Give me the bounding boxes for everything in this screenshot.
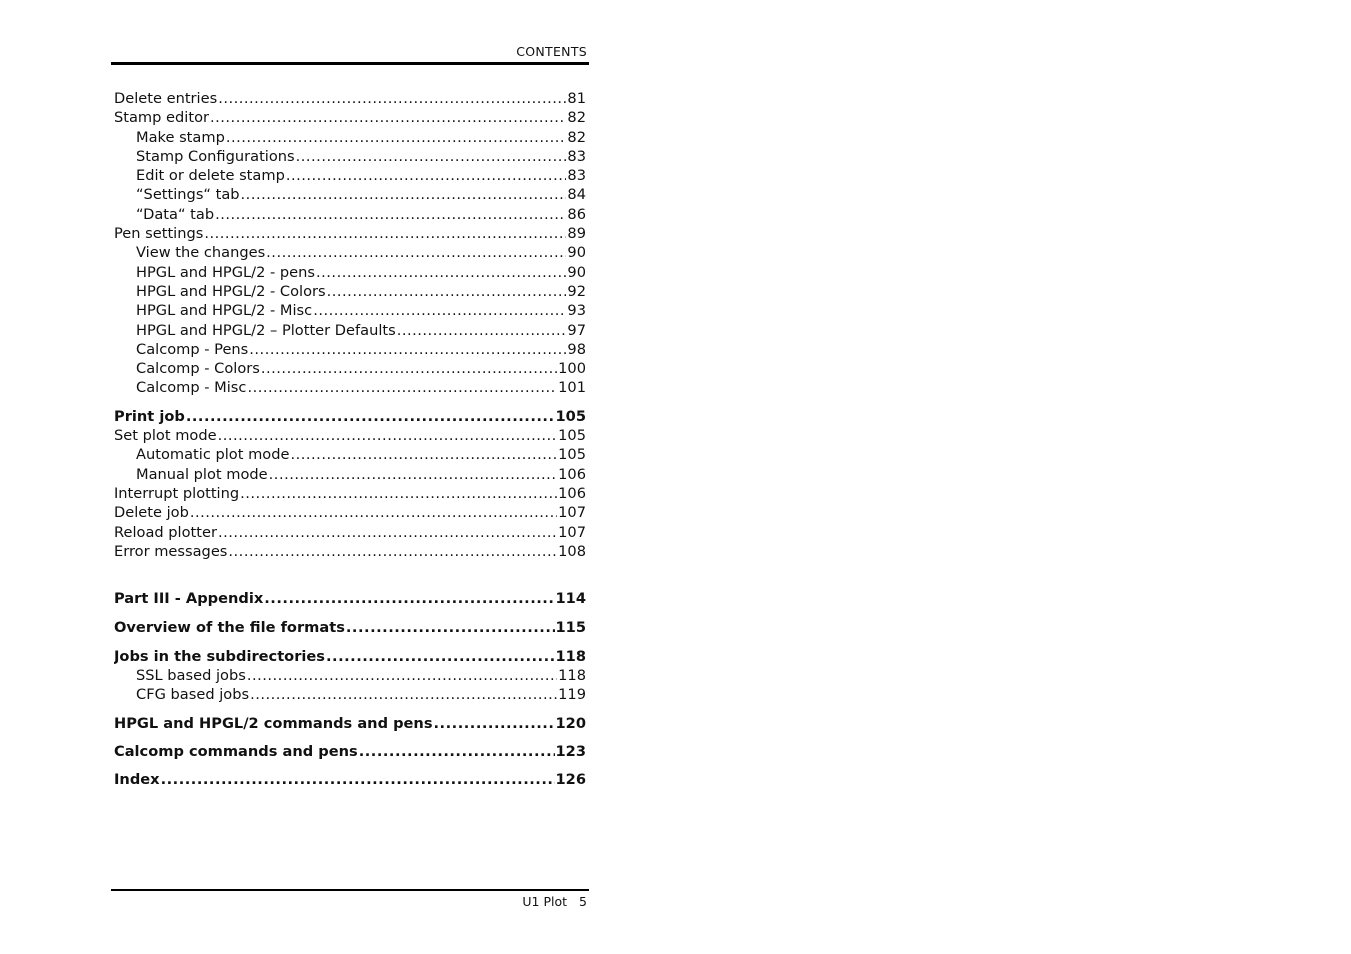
toc-entry-title: Overview of the file formats bbox=[114, 619, 345, 637]
toc-entry-title: Jobs in the subdirectories bbox=[114, 647, 325, 665]
toc-dot-leader bbox=[397, 322, 567, 339]
toc-entry-page: 82 bbox=[567, 109, 586, 127]
toc-dot-leader bbox=[434, 715, 555, 732]
toc-entry-page: 107 bbox=[558, 504, 586, 522]
toc-entry-title: Print job bbox=[114, 407, 185, 425]
toc-entry[interactable] bbox=[114, 264, 586, 283]
toc-entry-page: 119 bbox=[558, 686, 586, 704]
toc-dot-leader bbox=[286, 167, 567, 184]
toc-entry[interactable] bbox=[114, 225, 586, 244]
toc-spacer bbox=[114, 639, 586, 648]
toc-entry[interactable] bbox=[114, 379, 586, 398]
toc-dot-leader bbox=[228, 543, 557, 560]
toc-entry-page: 101 bbox=[558, 379, 586, 397]
toc-entry-page: 84 bbox=[567, 186, 586, 204]
header-rule bbox=[111, 62, 589, 65]
toc-entry-page: 98 bbox=[567, 340, 586, 358]
toc-entry-title: Index bbox=[114, 771, 160, 789]
toc-entry-page: 107 bbox=[558, 523, 586, 541]
toc-entry-page: 120 bbox=[555, 714, 586, 732]
toc-entry-title: “Settings“ tab bbox=[136, 186, 240, 204]
toc-entry-page: 123 bbox=[555, 742, 586, 760]
toc-dot-leader bbox=[266, 244, 566, 261]
toc-entry-title: Delete job bbox=[114, 504, 189, 522]
toc-entry-title: Delete entries bbox=[114, 90, 218, 107]
toc-entry[interactable] bbox=[114, 446, 586, 465]
toc-entry-page: 82 bbox=[567, 128, 586, 146]
toc-entry-title: Calcomp commands and pens bbox=[114, 742, 358, 760]
toc-entry[interactable] bbox=[114, 302, 586, 321]
toc-dot-leader bbox=[296, 148, 567, 165]
toc-dot-leader bbox=[269, 466, 557, 483]
toc-entry[interactable] bbox=[114, 186, 586, 205]
toc-dot-leader bbox=[218, 90, 566, 107]
table-of-contents bbox=[114, 90, 586, 791]
toc-entry[interactable] bbox=[114, 90, 586, 109]
toc-entry[interactable] bbox=[114, 715, 586, 734]
toc-entry-title: Stamp editor bbox=[114, 109, 209, 127]
toc-dot-leader bbox=[359, 743, 555, 760]
toc-entry[interactable] bbox=[114, 686, 586, 705]
toc-entry[interactable] bbox=[114, 648, 586, 667]
toc-entry-title: “Data“ tab bbox=[136, 205, 215, 223]
toc-entry-title: Set plot mode bbox=[114, 427, 217, 445]
toc-entry[interactable] bbox=[114, 543, 586, 562]
toc-entry[interactable] bbox=[114, 148, 586, 167]
toc-dot-leader bbox=[316, 264, 566, 281]
toc-entry-page: 100 bbox=[558, 360, 586, 378]
toc-spacer bbox=[114, 399, 586, 408]
toc-spacer bbox=[114, 562, 586, 590]
toc-dot-leader bbox=[186, 408, 555, 425]
toc-entry-page: 106 bbox=[558, 484, 586, 502]
toc-entry[interactable] bbox=[114, 322, 586, 341]
toc-entry-page: 89 bbox=[567, 225, 586, 243]
toc-entry[interactable] bbox=[114, 743, 586, 762]
toc-entry-page: 114 bbox=[555, 590, 586, 608]
toc-dot-leader bbox=[190, 504, 557, 521]
toc-entry-page: 118 bbox=[558, 667, 586, 685]
toc-dot-leader bbox=[241, 186, 567, 203]
toc-spacer bbox=[114, 706, 586, 715]
toc-dot-leader bbox=[247, 667, 557, 684]
toc-entry[interactable] bbox=[114, 206, 586, 225]
toc-entry-title: Error messages bbox=[114, 542, 228, 560]
toc-entry[interactable] bbox=[114, 504, 586, 523]
toc-entry-title: Stamp Configurations bbox=[136, 147, 295, 165]
toc-entry-title: HPGL and HPGL/2 - Misc bbox=[136, 302, 313, 320]
footer-page-number: 5 bbox=[579, 894, 587, 909]
toc-entry[interactable] bbox=[114, 283, 586, 302]
toc-dot-leader bbox=[261, 360, 557, 377]
toc-entry-title: Edit or delete stamp bbox=[136, 167, 285, 185]
toc-entry-page: 97 bbox=[567, 321, 586, 339]
toc-spacer bbox=[114, 609, 586, 619]
toc-dot-leader bbox=[250, 686, 557, 703]
toc-entry-page: 118 bbox=[555, 647, 586, 665]
toc-entry[interactable] bbox=[114, 590, 586, 609]
toc-entry-page: 106 bbox=[558, 465, 586, 483]
toc-dot-leader bbox=[326, 648, 555, 665]
toc-dot-leader bbox=[218, 524, 557, 541]
document-page bbox=[111, 0, 589, 954]
toc-entry-page: 83 bbox=[567, 167, 586, 185]
toc-entry-page: 90 bbox=[567, 263, 586, 281]
toc-entry-title: HPGL and HPGL/2 - Colors bbox=[136, 282, 326, 300]
toc-entry[interactable] bbox=[114, 427, 586, 446]
toc-entry-title: Calcomp - Misc bbox=[136, 379, 247, 397]
toc-entry[interactable] bbox=[114, 619, 586, 638]
toc-entry[interactable] bbox=[114, 466, 586, 485]
toc-entry-page: 108 bbox=[558, 542, 586, 560]
toc-entry-title: Automatic plot mode bbox=[136, 446, 290, 464]
footer-rule bbox=[111, 889, 589, 891]
toc-entry-title: SSL based jobs bbox=[136, 667, 246, 685]
toc-entry-page: 86 bbox=[567, 205, 586, 223]
toc-entry-title: Part III - Appendix bbox=[114, 590, 264, 608]
toc-entry-title: Manual plot mode bbox=[136, 465, 268, 483]
toc-dot-leader bbox=[226, 129, 567, 146]
toc-spacer bbox=[114, 734, 586, 743]
toc-dot-leader bbox=[240, 485, 557, 502]
toc-entry-title: HPGL and HPGL/2 - pens bbox=[136, 263, 316, 281]
toc-dot-leader bbox=[204, 225, 566, 242]
toc-dot-leader bbox=[218, 427, 558, 444]
toc-dot-leader bbox=[327, 283, 567, 300]
toc-entry-title: Reload plotter bbox=[114, 523, 217, 541]
toc-entry[interactable] bbox=[114, 360, 586, 379]
toc-entry-title: HPGL and HPGL/2 – Plotter Defaults bbox=[136, 321, 396, 339]
toc-dot-leader bbox=[264, 590, 554, 607]
toc-entry-page: 105 bbox=[558, 446, 586, 464]
toc-entry-page: 105 bbox=[558, 427, 586, 445]
toc-entry[interactable] bbox=[114, 109, 586, 128]
toc-dot-leader bbox=[313, 302, 566, 319]
toc-entry-page: 126 bbox=[555, 771, 586, 789]
toc-dot-leader bbox=[161, 771, 555, 788]
page-footer bbox=[522, 894, 587, 909]
toc-dot-leader bbox=[215, 206, 566, 223]
toc-dot-leader bbox=[210, 109, 566, 126]
toc-entry-title: View the changes bbox=[136, 244, 266, 262]
toc-entry[interactable] bbox=[114, 408, 586, 427]
toc-entry-page: 83 bbox=[567, 147, 586, 165]
toc-entry-title: HPGL and HPGL/2 commands and pens bbox=[114, 714, 433, 732]
toc-dot-leader bbox=[247, 379, 557, 396]
toc-entry-title: Calcomp - Colors bbox=[136, 360, 260, 378]
running-header: CONTENTS bbox=[516, 44, 587, 59]
toc-entry-page: 81 bbox=[567, 90, 586, 107]
footer-product: U1 Plot bbox=[522, 894, 568, 909]
toc-entry[interactable] bbox=[114, 341, 586, 360]
toc-entry[interactable] bbox=[114, 524, 586, 543]
toc-entry[interactable] bbox=[114, 771, 586, 790]
toc-entry-title: CFG based jobs bbox=[136, 686, 250, 704]
toc-spacer bbox=[114, 762, 586, 771]
toc-entry-page: 92 bbox=[567, 282, 586, 300]
toc-entry[interactable] bbox=[114, 167, 586, 186]
toc-entry-page: 105 bbox=[555, 407, 586, 425]
toc-entry[interactable] bbox=[114, 667, 586, 686]
toc-entry-title: Make stamp bbox=[136, 128, 225, 146]
toc-dot-leader bbox=[290, 446, 557, 463]
toc-entry-title: Pen settings bbox=[114, 225, 204, 243]
toc-entry[interactable] bbox=[114, 485, 586, 504]
toc-entry[interactable] bbox=[114, 129, 586, 148]
toc-entry-page: 115 bbox=[555, 619, 586, 637]
toc-entry[interactable] bbox=[114, 244, 586, 263]
toc-entry-title: Interrupt plotting bbox=[114, 484, 240, 502]
toc-dot-leader bbox=[346, 619, 555, 636]
toc-entry-page: 93 bbox=[567, 302, 586, 320]
toc-entry-title: Calcomp - Pens bbox=[136, 340, 249, 358]
toc-dot-leader bbox=[249, 341, 566, 358]
toc-entry-page: 90 bbox=[567, 244, 586, 262]
